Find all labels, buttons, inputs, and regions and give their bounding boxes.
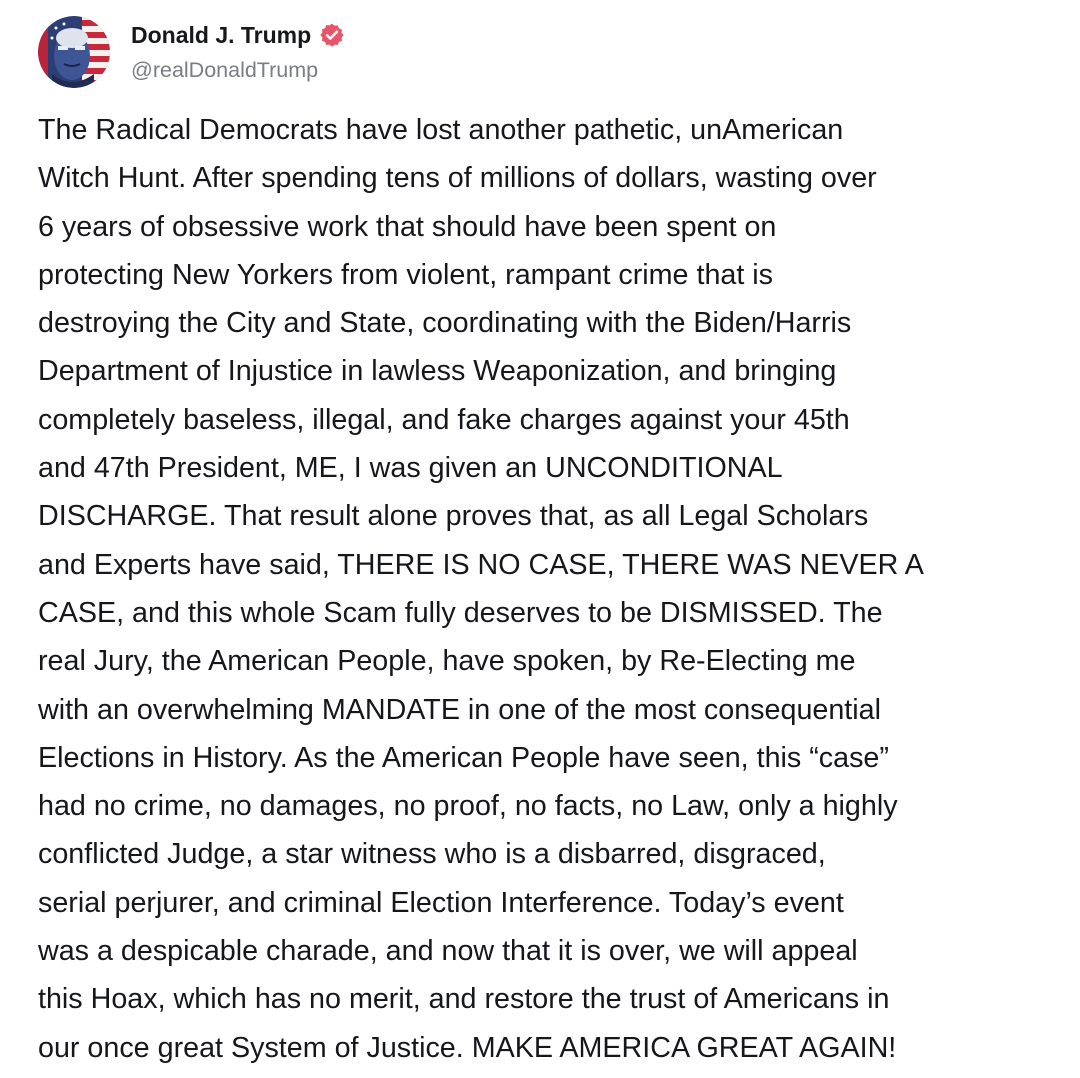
post-body-text [38, 106, 1050, 1072]
post-text-line: and Experts have said, THERE IS NO CASE, THERE WAS NEVER A [38, 548, 924, 581]
profile-avatar-image [38, 16, 110, 88]
author-name-row [131, 18, 345, 52]
post-author [131, 18, 345, 83]
post-text-line: conflicted Judge, a star witness who is a disbarred, disgraced, [38, 838, 826, 871]
verified-badge-icon [319, 22, 345, 48]
post-text-line: real Jury, the American People, have spoken, by Re-Electing me [38, 645, 856, 678]
post-text-line: CASE, and this whole Scam fully deserves to be DISMISSED. The [38, 596, 883, 629]
author-handle[interactable]: @realDonaldTrump [131, 58, 319, 82]
post-text-line: Elections in History. As the American People have seen, this “case” [38, 741, 889, 774]
post-text-line: The Radical Democrats have lost another pathetic, unAmerican [38, 114, 844, 146]
post-text-line: Witch Hunt. After spending tens of millions of dollars, wasting over [38, 162, 877, 195]
post-text-line: completely baseless, illegal, and fake charges against your 45th [38, 403, 850, 436]
post-text-line: had no crime, no damages, no proof, no facts, no Law, only a highly [38, 790, 898, 823]
post-text-line: was a despicable charade, and now that it is over, we will appeal [38, 935, 858, 968]
post-text-line: destroying the City and State, coordinating with the Biden/Harris [38, 307, 852, 340]
post-text-line: protecting New Yorkers from violent, rampant crime that is [38, 258, 774, 291]
post-text-line: and 47th President, ME, I was given an UNCONDITIONAL [38, 452, 783, 485]
post-text-line: 6 years of obsessive work that should have been spent on [38, 210, 777, 243]
post-text-line: Department of Injustice in lawless Weaponization, and bringing [38, 355, 837, 388]
avatar[interactable] [38, 16, 110, 88]
post-text-line: serial perjurer, and criminal Election Interference. Today’s event [38, 886, 844, 919]
post-text-line: our once great System of Justice. MAKE AMERICA GREAT AGAIN! [38, 1031, 897, 1064]
post-text-line: with an overwhelming MANDATE in one of the most consequential [38, 693, 881, 726]
post-text-line: this Hoax, which has no merit, and restore the trust of Americans in [38, 983, 890, 1016]
author-display-name[interactable]: Donald J. Trump [131, 21, 312, 48]
post-text-line: DISCHARGE. That result alone proves that, as all Legal Scholars [38, 500, 869, 533]
